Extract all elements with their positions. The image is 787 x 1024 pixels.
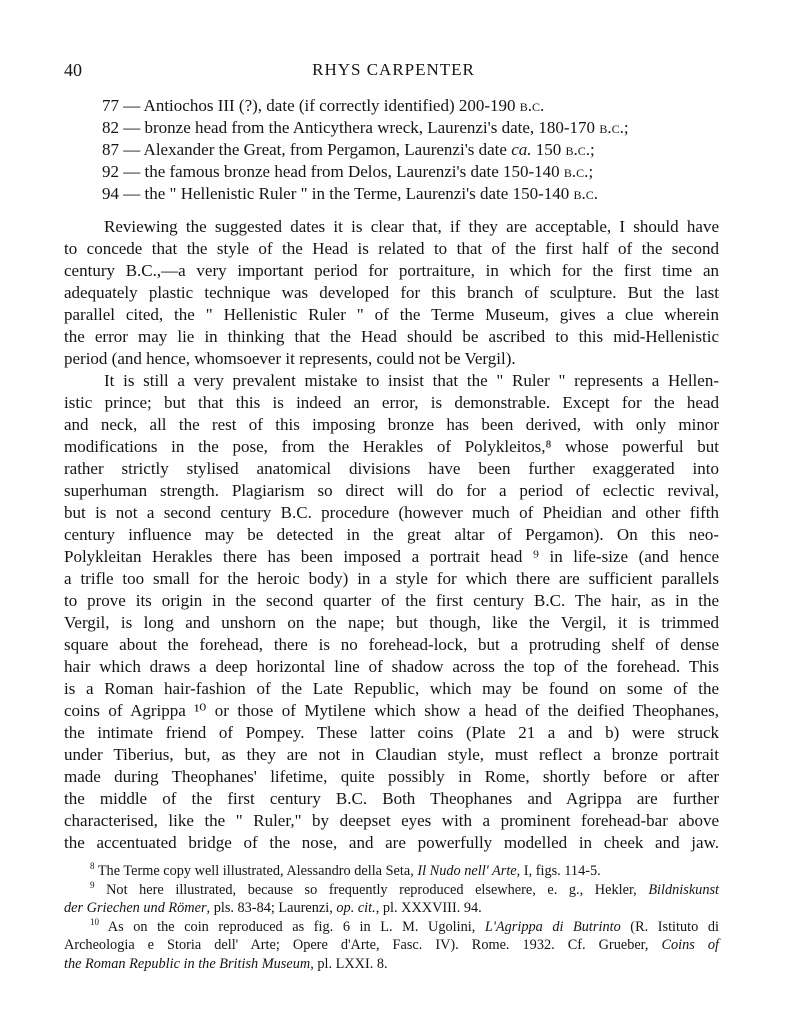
text-line: modifications in the pose, from the Herakles of Polykleitos,⁸ whose powerful but xyxy=(64,437,719,456)
text-line: to prove its origin in the second quarter of the first century B.C. The hair, as in the xyxy=(64,591,719,610)
text-line: period (and hence, whomsoever it represents, could not be Vergil). xyxy=(64,349,516,368)
body-text xyxy=(64,216,719,854)
list-item: 92 — the famous bronze head from Delos, Laurenzi's date 150-140 b.c.; xyxy=(102,162,594,181)
text-line: hair which draws a deep horizontal line of shadow across the top of the forehead. This xyxy=(64,657,719,676)
text-line: a trifle too small for the heroic body) in a style for which there are sufficient parallels xyxy=(64,569,719,588)
text-line: and neck, all the rest of this imposing bronze has been derived, with only minor xyxy=(64,415,719,434)
text-line: to concede that the style of the Head is related to that of the first half of the second xyxy=(64,239,719,258)
text-line: It is still a very prevalent mistake to insist that the " Ruler " represents a Hellen- xyxy=(104,371,719,390)
text-line: parallel cited, the " Hellenistic Ruler " of the Terme Museum, gives a clue wherein xyxy=(64,305,719,324)
list-item: 77 — Antiochos III (?), date (if correctly identified) 200-190 b.c. xyxy=(102,96,545,115)
footnote-8: $^8$ The Terme copy well illustrated, Alessandro della Seta, Il Nudo nell' Arte, I, figs. 114-5. xyxy=(90,861,601,879)
text-line: century influence may be detected in the great altar of Pergamon). On this neo- xyxy=(64,525,719,544)
text-line: rather strictly stylised anatomical divisions have been further exaggerated into xyxy=(64,459,719,478)
list-item: 94 — the " Hellenistic Ruler " in the Terme, Laurenzi's date 150-140 b.c. xyxy=(102,184,598,203)
text-line: but is not a second century B.C. procedure (however much of Pheidian and other fifth xyxy=(64,503,719,522)
footnote-10: $^{10}$ As on the coin reproduced as fig. 6 in L. M. Ugolini, L'Agrippa di Butrinto (R. Istituto di xyxy=(90,916,719,935)
list-item: 87 — Alexander the Great, from Pergamon, Laurenzi's date ca. 150 b.c.; xyxy=(102,140,595,159)
text-line: characterised, like the " Ruler," by deepset eyes with a prominent forehead-bar above xyxy=(64,811,719,830)
text-line: the error may lie in thinking that the Head should be ascribed to this mid-Hellenistic xyxy=(64,327,719,346)
footnotes xyxy=(64,862,719,973)
list-item: 82 — bronze head from the Anticythera wreck, Laurenzi's date, 180-170 b.c.; xyxy=(102,118,629,137)
text-line: superhuman strength. Plagiarism so direct will do for a period of eclectic revival, xyxy=(64,481,719,500)
text-line: the middle of the first century B.C. Both Theophanes and Agrippa are further xyxy=(64,789,719,808)
text-line: Vergil, is long and unshorn on the nape; but though, like the Vergil, it is trimmed xyxy=(64,613,719,632)
text-line: Reviewing the suggested dates it is clear that, if they are acceptable, I should have xyxy=(104,217,719,236)
text-line: istic prince; but that this is indeed an error, is demonstrable. Except for the head xyxy=(64,393,719,412)
page-number: 40 xyxy=(64,60,82,80)
text-line: the accentuated bridge of the nose, and are powerfully modelled in cheek and jaw. xyxy=(64,833,719,852)
text-line: under Tiberius, but, as they are not in Claudian style, must reflect a bronze portrait xyxy=(64,745,719,764)
text-line: made during Theophanes' lifetime, quite possibly in Rome, shortly before or after xyxy=(64,767,719,786)
footnote-10-cont: the Roman Republic in the British Museum, pl. LXXI. 8. xyxy=(64,955,388,972)
text-line: adequately plastic technique was developed for this branch of sculpture. But the last xyxy=(64,283,719,302)
footnote-10-cont: Archeologia e Storia dell' Arte; Opere d'Arte, Fasc. IV). Rome. 1932. Cf. Grueber, Coins of xyxy=(64,937,719,953)
text-line: century B.C.,—a very important period for portraiture, in which for the first time an xyxy=(64,261,719,280)
footnote-9-cont: der Griechen und Römer, pls. 83-84; Laurenzi, op. cit., pl. XXXVIII. 94. xyxy=(64,900,482,916)
portrait-date-list xyxy=(102,95,629,205)
footnote-9: $^9$ Not here illustrated, because so frequently reproduced elsewhere, e. g., Hekler, Bildniskunst xyxy=(90,879,720,898)
text-line: is a Roman hair-fashion of the Late Republic, which may be found on some of the xyxy=(64,679,719,698)
text-line: square about the forehead, there is no forehead-lock, but a protruding shelf of dense xyxy=(64,635,719,654)
text-line: the intimate friend of Pompey. These latter coins (Plate 21 a and b) were struck xyxy=(64,723,719,742)
text-line: Polykleitan Herakles there has been imposed a portrait head ⁹ in life-size (and hence xyxy=(64,547,719,566)
paragraph xyxy=(64,216,719,370)
paragraph xyxy=(64,370,719,854)
text-line: coins of Agrippa ¹⁰ or those of Mytilene which show a head of the deified Theophanes, xyxy=(64,701,719,720)
running-head: RHYS CARPENTER xyxy=(312,60,475,79)
